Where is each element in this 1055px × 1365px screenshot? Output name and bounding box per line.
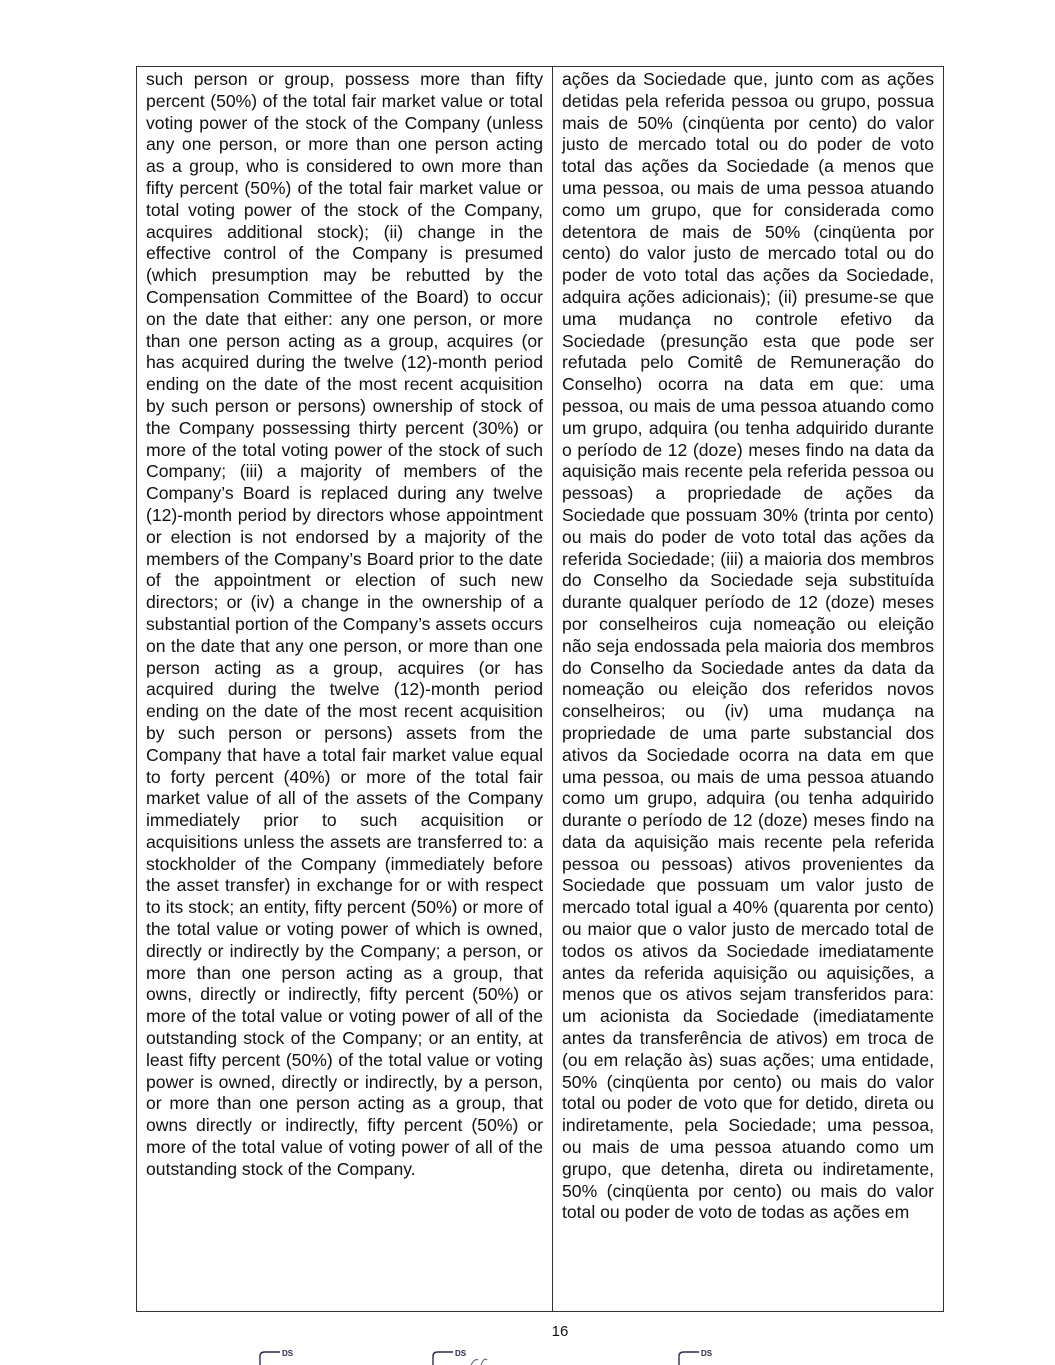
ds-label: DS xyxy=(701,1349,713,1358)
ds-label: DS xyxy=(455,1349,467,1358)
docusign-initial-box-2 xyxy=(429,1348,489,1365)
portuguese-paragraph: ações da Sociedade que, junto com as ações detidas pela referida pessoa ou grupo, possua mais de 50% (cinqüenta por cento) do valor justo de mercado total ou do poder de voto total das ações da Sociedade (a menos que uma pessoa, ou mais de uma pessoa atuando como um grupo, que for considerada como detentora de mais de 50% (cinqüenta por cento) do valor justo de mercado total ou do poder de voto total das ações da Sociedade, adquira ações adicionais); (ii) presume-se que uma mudança no controle efetivo da Sociedade (presunção esta que pode ser refutada pelo Comitê de Remuneração do Conselho) ocorra na data em que: uma pessoa, ou mais de uma pessoa atuando como um grupo, adquira (ou tenha adquirido durante o período de 12 (doze) meses findo na data da aquisição mais recente pela referida pessoa ou pessoas) a propriedade de ações da Sociedade que possuam 30% (trinta por cento) ou mais do poder de voto total das ações da referida Sociedade; (iii) a maioria dos membros do Conselho da Sociedade seja substituída durante qualquer período de 12 (doze) meses por conselheiros cuja nomeação ou eleição não seja endossada pela maioria dos membros do Conselho da Sociedade antes da data da nomeação ou eleição dos referidos novos conselheiros; ou (iv) uma mudança na propriedade de uma parte substancial dos ativos da Sociedade ocorra na data em que uma pessoa, ou mais de uma pessoa atuando como um grupo, adquira (ou tenha adquirido durante o período de 12 (doze) meses findo na data da aquisição mais recente pela referida pessoa ou pessoas) ativos provenientes da Sociedade que possuam um valor justo de mercado total igual a 40% (quarenta por cento) ou maior que o valor justo de mercado total de todos os ativos da Sociedade imediatamente antes da referida aquisição ou aquisições, a menos que os ativos sejam transferidos para: um acionista da Sociedade (imediatamente antes da transferência de ativos) em troca de (ou em relação às) suas ações; uma entidade, 50% (cinqüenta por cento) ou mais do valor total ou poder de voto que for detido, direta ou indiretamente, pela Sociedade; uma pessoa, ou mais de uma pessoa atuando como um grupo, que detenha, direta ou indiretamente, 50% (cinqüenta por cento) ou mais do valor total ou poder de voto de todas as ações em xyxy=(562,69,934,1223)
portuguese-column xyxy=(553,67,943,1311)
ds-label: DS xyxy=(282,1349,294,1358)
english-paragraph: such person or group, possess more than fifty percent (50%) of the total fair market value or total voting power of the stock of the Company (unless any one person, or more than one person acting as a group, who is considered to own more than fifty percent (50%) of the total fair market value or total voting power of the stock of the Company, acquires additional stock); (ii) change in the effective control of the Company is presumed (which presumption may be rebutted by the Compensation Committee of the Board) to occur on the date that either: any one person, or more than one person acting as a group, acquires (or has acquired during the twelve (12)-month period ending on the date of the most recent acquisition by such person or persons) ownership of stock of the Company possessing thirty percent (30%) or more of the total voting power of the stock of such Company; (iii) a majority of members of the Company’s Board is replaced during any twelve (12)-month period by directors whose appointment or election is not endorsed by a majority of the members of the Company’s Board prior to the date of the appointment or election of such new directors; or (iv) a change in the ownership of a substantial portion of the Company’s assets occurs on the date that any one person, or more than one person acting as a group, acquires (or has acquired during the twelve (12)-month period ending on the date of the most recent acquisition by such person or persons) assets from the Company that have a total fair market value equal to forty percent (40%) or more of the total fair market value of all of the assets of the Company immediately prior to such acquisition or acquisitions unless the assets are transferred to: a stockholder of the Company (immediately before the asset transfer) in exchange for or with respect to its stock; an entity, fifty percent (50%) or more of the total value or voting power of which is owned, directly or indirectly by the Company; a person, or more than one person acting as a group, that owns, directly or indirectly, fifty percent (50%) or more of the total value or voting power of all of the outstanding stock of the Company; or an entity, at least fifty percent (50%) of the total value or voting power is owned, directly or indirectly, by a person, or more than one person acting as a group, that owns directly or indirectly, fifty percent (50%) or more of the total value of voting power of all of the outstanding stock of the Company. xyxy=(146,69,543,1179)
english-column xyxy=(137,67,553,1311)
bilingual-text-table xyxy=(136,66,944,1312)
docusign-initial-box-1 xyxy=(256,1348,316,1365)
page-number: 16 xyxy=(551,1323,569,1340)
docusign-initial-box-3 xyxy=(675,1348,735,1365)
